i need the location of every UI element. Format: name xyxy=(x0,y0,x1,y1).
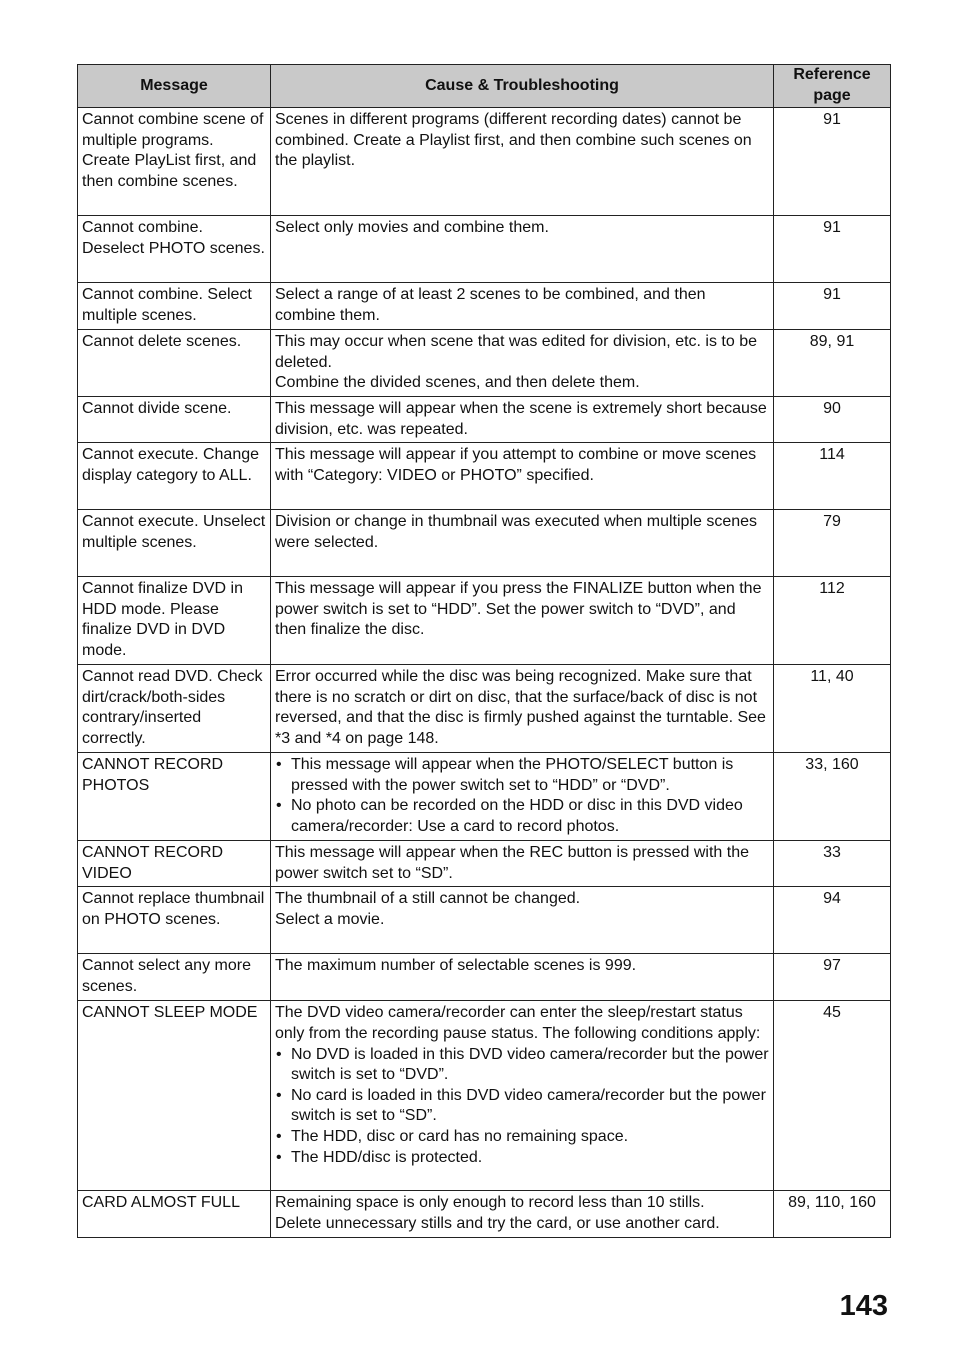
cause-cell xyxy=(271,1191,774,1237)
message-cell: Cannot combine scene of multiple programs. Create PlayList first, and then combine scenes. xyxy=(78,108,271,216)
reference-page-cell: 89, 91 xyxy=(774,330,891,397)
reference-page-cell: 94 xyxy=(774,887,891,954)
cause-cell xyxy=(271,577,774,665)
header-ref-line1: Reference xyxy=(793,66,871,84)
cause-cell xyxy=(271,108,774,216)
cause-paragraph: Select a movie. xyxy=(275,910,385,928)
message-cell: Cannot combine. Select multiple scenes. xyxy=(78,283,271,330)
cause-cell xyxy=(271,841,774,887)
table-row xyxy=(78,510,891,577)
message-cell: Cannot execute. Change display category to ALL. xyxy=(78,443,271,510)
cause-bullet-item: • No DVD is loaded in this DVD video camera/recorder but the power switch is set to “DVD”. xyxy=(275,1045,769,1086)
table-row xyxy=(78,397,891,443)
cause-paragraph: Combine the divided scenes, and then delete them. xyxy=(275,374,640,392)
cause-cell xyxy=(271,887,774,954)
cause-bullet-item: • This message will appear when the PHOTO/SELECT button is pressed with the power switch set to “HDD” or “DVD”. xyxy=(275,755,769,796)
cause-paragraph: Select only movies and combine them. xyxy=(275,219,549,236)
message-cell: CANNOT RECORD PHOTOS xyxy=(78,753,271,841)
cause-paragraph: This message will appear when the scene is extremely short because division, etc. was repeated. xyxy=(275,400,767,438)
message-cell: Cannot replace thumbnail on PHOTO scenes. xyxy=(78,887,271,954)
reference-page-cell: 79 xyxy=(774,510,891,577)
message-cell: Cannot divide scene. xyxy=(78,397,271,443)
cause-bullet-item: • The HDD/disc is protected. xyxy=(275,1148,769,1169)
cause-cell xyxy=(271,510,774,577)
message-cell: Cannot finalize DVD in HDD mode. Please finalize DVD in DVD mode. xyxy=(78,577,271,665)
cause-bullet-item: • No card is loaded in this DVD video camera/recorder but the power switch is set to “SD”. xyxy=(275,1086,769,1127)
cause-cell xyxy=(271,283,774,330)
cause-cell xyxy=(271,1001,774,1191)
message-cell: CANNOT RECORD VIDEO xyxy=(78,841,271,887)
cause-paragraph: Scenes in different programs (different recording dates) cannot be combined. Create a Playlist first, and then combine such scenes on the playlist. xyxy=(275,111,752,170)
reference-page-cell: 90 xyxy=(774,397,891,443)
cause-paragraph: Select a range of at least 2 scenes to be combined, and then combine them. xyxy=(275,286,706,324)
reference-page-cell: 91 xyxy=(774,283,891,330)
cause-paragraph: This may occur when scene that was edited for division, etc. is to be deleted. xyxy=(275,333,758,371)
message-cell: CARD ALMOST FULL xyxy=(78,1191,271,1237)
table-row xyxy=(78,887,891,954)
reference-page-cell: 45 xyxy=(774,1001,891,1191)
reference-page-cell: 89, 110, 160 xyxy=(774,1191,891,1237)
table-row xyxy=(78,216,891,283)
header-reference-page xyxy=(774,65,891,108)
cause-cell xyxy=(271,665,774,753)
cause-cell xyxy=(271,216,774,283)
message-table xyxy=(77,64,891,1238)
cause-paragraph: Error occurred while the disc was being recognized. Make sure that there is no scratch or dirt on disc, that the surface/back of disc is not reversed, and that the disc is firmly pushed against the turntable. See *3 and *4 on page 148. xyxy=(275,668,766,747)
message-cell: Cannot delete scenes. xyxy=(78,330,271,397)
cause-bullet-list xyxy=(275,755,769,837)
header-cause: Cause & Troubleshooting xyxy=(271,65,774,108)
table-row xyxy=(78,108,891,216)
header-message: Message xyxy=(78,65,271,108)
cause-bullet-item: • The HDD, disc or card has no remaining space. xyxy=(275,1127,769,1148)
table-row xyxy=(78,330,891,397)
table-row xyxy=(78,954,891,1001)
cause-paragraph: The DVD video camera/recorder can enter the sleep/restart status only from the recording pause status. The following conditions apply: xyxy=(275,1004,761,1042)
cause-paragraph: This message will appear when the REC button is pressed with the power switch set to “SD”. xyxy=(275,844,750,882)
reference-page-cell: 97 xyxy=(774,954,891,1001)
table-row xyxy=(78,665,891,753)
message-cell: CANNOT SLEEP MODE xyxy=(78,1001,271,1191)
cause-cell xyxy=(271,954,774,1001)
table-row xyxy=(78,753,891,841)
cause-bullet-list xyxy=(275,1045,769,1169)
table-row xyxy=(78,283,891,330)
cause-cell xyxy=(271,397,774,443)
message-cell: Cannot read DVD. Check dirt/crack/both-sides contrary/inserted correctly. xyxy=(78,665,271,753)
table-row xyxy=(78,443,891,510)
cause-bullet-item: • No photo can be recorded on the HDD or disc in this DVD video camera/recorder: Use a card to record photos. xyxy=(275,796,769,837)
cause-paragraph: Remaining space is only enough to record less than 10 stills. xyxy=(275,1194,705,1212)
cause-paragraph: This message will appear if you attempt to combine or move scenes with “Category: VIDEO or PHOTO” specified. xyxy=(275,446,757,484)
message-cell: Cannot combine. Deselect PHOTO scenes. xyxy=(78,216,271,283)
reference-page-cell: 33, 160 xyxy=(774,753,891,841)
table-header-row xyxy=(78,65,891,108)
message-cell: Cannot execute. Unselect multiple scenes. xyxy=(78,510,271,577)
reference-page-cell: 112 xyxy=(774,577,891,665)
message-cell: Cannot select any more scenes. xyxy=(78,954,271,1001)
cause-paragraph: Delete unnecessary stills and try the card, or use another card. xyxy=(275,1214,720,1232)
reference-page-cell: 11, 40 xyxy=(774,665,891,753)
cause-paragraph: Division or change in thumbnail was executed when multiple scenes were selected. xyxy=(275,513,758,551)
reference-page-cell: 114 xyxy=(774,443,891,510)
cause-cell xyxy=(271,330,774,397)
reference-page-cell: 91 xyxy=(774,216,891,283)
table-row xyxy=(78,1191,891,1237)
table-row xyxy=(78,1001,891,1191)
table-row xyxy=(78,841,891,887)
cause-cell xyxy=(271,443,774,510)
page-number: 143 xyxy=(839,1290,888,1322)
cause-cell xyxy=(271,753,774,841)
header-ref-line2: page xyxy=(813,87,851,104)
table-row xyxy=(78,577,891,665)
cause-paragraph: The maximum number of selectable scenes is 999. xyxy=(275,957,637,975)
cause-paragraph: The thumbnail of a still cannot be changed. xyxy=(275,890,581,908)
cause-paragraph: This message will appear if you press the FINALIZE button when the power switch is set to “HDD”. Set the power switch to “DVD”, and then finalize the disc. xyxy=(275,580,762,639)
reference-page-cell: 91 xyxy=(774,108,891,216)
reference-page-cell: 33 xyxy=(774,841,891,887)
